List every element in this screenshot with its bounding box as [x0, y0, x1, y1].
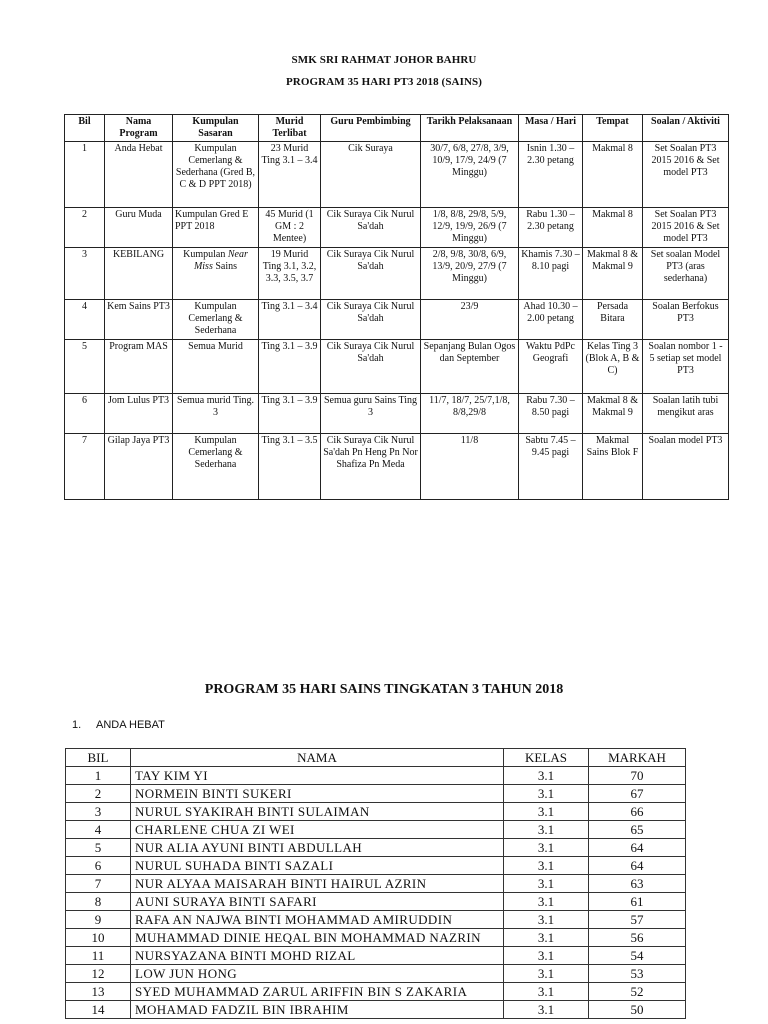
cell-soalan: Set soalan Model PT3 (aras sederhana): [643, 248, 729, 300]
program-table-header-row: [65, 115, 729, 142]
header-masa-hari: Masa / Hari: [519, 115, 583, 142]
program-title: PROGRAM 35 HARI PT3 2018 (SAINS): [285, 76, 482, 88]
cell-bil: 3: [65, 248, 105, 300]
cell-bil: 6: [65, 394, 105, 434]
program-row: [65, 394, 729, 434]
subsection-title: ANDA HEBAT: [96, 719, 165, 731]
cell-nama: NURUL SUHADA BINTI SAZALI: [131, 857, 504, 875]
cell-bil: 13: [66, 983, 131, 1001]
cell-bil: 6: [66, 857, 131, 875]
cell-bil: 4: [65, 300, 105, 340]
cell-markah: 56: [589, 929, 686, 947]
cell-bil: 11: [66, 947, 131, 965]
cell-murid: Ting 3.1 – 3.9: [259, 340, 321, 394]
marks-table-header-row: [66, 749, 686, 767]
header-tempat: Tempat: [583, 115, 643, 142]
marks-table-body: [66, 767, 686, 1019]
cell-markah: 65: [589, 821, 686, 839]
cell-masa: Isnin 1.30 – 2.30 petang: [519, 142, 583, 208]
table-row: [66, 821, 686, 839]
cell-soalan: Set Soalan PT3 2015 2016 & Set model PT3: [643, 142, 729, 208]
cell-bil: 12: [66, 965, 131, 983]
table-row: [66, 893, 686, 911]
section-title: PROGRAM 35 HARI SAINS TINGKATAN 3 TAHUN 2018: [204, 682, 564, 697]
cell-markah: 54: [589, 947, 686, 965]
table-row: [66, 875, 686, 893]
cell-tempat: Persada Bitara: [583, 300, 643, 340]
cell-kelas: 3.1: [504, 911, 589, 929]
cell-nama: NURSYAZANA BINTI MOHD RIZAL: [131, 947, 504, 965]
cell-kelas: 3.1: [504, 839, 589, 857]
cell-guru: Cik Suraya Cik Nurul Sa'dah: [321, 248, 421, 300]
cell-guru: Cik Suraya Cik Nurul Sa'dah: [321, 340, 421, 394]
cell-markah: 50: [589, 1001, 686, 1019]
cell-kelas: 3.1: [504, 785, 589, 803]
header-nama: NAMA: [131, 749, 504, 767]
cell-bil: 10: [66, 929, 131, 947]
cell-masa: Waktu PdPc Geografi: [519, 340, 583, 394]
cell-soalan: Soalan Berfokus PT3: [643, 300, 729, 340]
table-row: [66, 767, 686, 785]
cell-nama: MOHAMAD FADZIL BIN IBRAHIM: [131, 1001, 504, 1019]
cell-nama: NUR ALIA AYUNI BINTI ABDULLAH: [131, 839, 504, 857]
table-row: [66, 857, 686, 875]
cell-nama-program: Anda Hebat: [105, 142, 173, 208]
cell-markah: 64: [589, 857, 686, 875]
cell-nama-program: Program MAS: [105, 340, 173, 394]
cell-soalan: Set Soalan PT3 2015 2016 & Set model PT3: [643, 208, 729, 248]
cell-kelas: 3.1: [504, 947, 589, 965]
cell-guru: Cik Suraya Cik Nurul Sa'dah: [321, 208, 421, 248]
header-bil: Bil: [65, 115, 105, 142]
cell-markah: 63: [589, 875, 686, 893]
cell-kelas: 3.1: [504, 1001, 589, 1019]
cell-markah: 53: [589, 965, 686, 983]
cell-tempat: Makmal Sains Blok F: [583, 434, 643, 500]
program-row: [65, 208, 729, 248]
cell-bil: 2: [65, 208, 105, 248]
cell-nama-program: Gilap Jaya PT3: [105, 434, 173, 500]
cell-tempat: Makmal 8 & Makmal 9: [583, 394, 643, 434]
table-row: [66, 785, 686, 803]
header-markah: MARKAH: [589, 749, 686, 767]
cell-kelas: 3.1: [504, 821, 589, 839]
cell-markah: 66: [589, 803, 686, 821]
cell-murid: Ting 3.1 – 3.5: [259, 434, 321, 500]
table-row: [66, 929, 686, 947]
cell-soalan: Soalan nombor 1 - 5 setiap set model PT3: [643, 340, 729, 394]
cell-masa: Sabtu 7.45 – 9.45 pagi: [519, 434, 583, 500]
cell-bil: 14: [66, 1001, 131, 1019]
cell-bil: 2: [66, 785, 131, 803]
cell-markah: 70: [589, 767, 686, 785]
cell-kelas: 3.1: [504, 965, 589, 983]
cell-tarikh: 23/9: [421, 300, 519, 340]
cell-markah: 57: [589, 911, 686, 929]
cell-kelas: 3.1: [504, 929, 589, 947]
header-kumpulan-sasaran: Kumpulan Sasaran: [173, 115, 259, 142]
cell-nama: RAFA AN NAJWA BINTI MOHAMMAD AMIRUDDIN: [131, 911, 504, 929]
cell-tarikh: 11/7, 18/7, 25/7,1/8, 8/8,29/8: [421, 394, 519, 434]
table-row: [66, 965, 686, 983]
cell-nama: TAY KIM YI: [131, 767, 504, 785]
cell-masa: Ahad 10.30 – 2.00 petang: [519, 300, 583, 340]
cell-tarikh: 2/8, 9/8, 30/8, 6/9, 13/9, 20/9, 27/9 (7 Minggu): [421, 248, 519, 300]
cell-bil: 9: [66, 911, 131, 929]
cell-kumpulan: Kumpulan Near Miss Sains: [173, 248, 259, 300]
cell-nama: LOW JUN HONG: [131, 965, 504, 983]
cell-murid: 19 Murid Ting 3.1, 3.2, 3.3, 3.5, 3.7: [259, 248, 321, 300]
cell-nama: MUHAMMAD DINIE HEQAL BIN MOHAMMAD NAZRIN: [131, 929, 504, 947]
cell-tempat: Kelas Ting 3 (Blok A, B & C): [583, 340, 643, 394]
cell-nama-program: Jom Lulus PT3: [105, 394, 173, 434]
cell-bil: 1: [66, 767, 131, 785]
subsection-number: 1.: [72, 719, 82, 731]
cell-guru: Semua guru Sains Ting 3: [321, 394, 421, 434]
cell-bil: 7: [66, 875, 131, 893]
cell-kelas: 3.1: [504, 893, 589, 911]
table-row: [66, 839, 686, 857]
cell-bil: 4: [66, 821, 131, 839]
cell-nama: NORMEIN BINTI SUKERI: [131, 785, 504, 803]
cell-kelas: 3.1: [504, 983, 589, 1001]
cell-nama: SYED MUHAMMAD ZARUL ARIFFIN BIN S ZAKARIA: [131, 983, 504, 1001]
cell-tempat: Makmal 8: [583, 208, 643, 248]
cell-nama-program: Guru Muda: [105, 208, 173, 248]
header-tarikh-pelaksanaan: Tarikh Pelaksanaan: [421, 115, 519, 142]
cell-bil: 7: [65, 434, 105, 500]
program-row: [65, 434, 729, 500]
cell-markah: 61: [589, 893, 686, 911]
table-row: [66, 803, 686, 821]
cell-tarikh: 30/7, 6/8, 27/8, 3/9, 10/9, 17/9, 24/9 (7 Minggu): [421, 142, 519, 208]
cell-tempat: Makmal 8 & Makmal 9: [583, 248, 643, 300]
cell-nama: NUR ALYAA MAISARAH BINTI HAIRUL AZRIN: [131, 875, 504, 893]
cell-tarikh: Sepanjang Bulan Ogos dan September: [421, 340, 519, 394]
cell-kelas: 3.1: [504, 875, 589, 893]
cell-kumpulan: Kumpulan Cemerlang & Sederhana: [173, 434, 259, 500]
cell-tarikh: 11/8: [421, 434, 519, 500]
cell-markah: 52: [589, 983, 686, 1001]
program-table: [64, 114, 729, 500]
header-nama-program: Nama Program: [105, 115, 173, 142]
table-row: [66, 947, 686, 965]
cell-markah: 67: [589, 785, 686, 803]
cell-masa: Rabu 1.30 – 2.30 petang: [519, 208, 583, 248]
program-row: [65, 248, 729, 300]
cell-nama: NURUL SYAKIRAH BINTI SULAIMAN: [131, 803, 504, 821]
program-row: [65, 340, 729, 394]
cell-kumpulan: Semua Murid: [173, 340, 259, 394]
header-soalan-aktiviti: Soalan / Aktiviti: [643, 115, 729, 142]
cell-kelas: 3.1: [504, 857, 589, 875]
marks-table: [65, 748, 686, 1019]
subsection-heading: [72, 719, 165, 731]
cell-murid: 45 Murid (1 GM : 2 Mentee): [259, 208, 321, 248]
cell-soalan: Soalan model PT3: [643, 434, 729, 500]
table-row: [66, 1001, 686, 1019]
cell-bil: 5: [66, 839, 131, 857]
program-row: [65, 142, 729, 208]
header-guru-pembimbing: Guru Pembimbing: [321, 115, 421, 142]
cell-guru: Cik Suraya Cik Nurul Sa'dah: [321, 300, 421, 340]
cell-nama-program: KEBILANG: [105, 248, 173, 300]
cell-bil: 8: [66, 893, 131, 911]
header-murid-terlibat: Murid Terlibat: [259, 115, 321, 142]
cell-kumpulan: Kumpulan Cemerlang & Sederhana: [173, 300, 259, 340]
cell-tarikh: 1/8, 8/8, 29/8, 5/9, 12/9, 19/9, 26/9 (7 Minggu): [421, 208, 519, 248]
cell-markah: 64: [589, 839, 686, 857]
cell-soalan: Soalan latih tubi mengikut aras: [643, 394, 729, 434]
table-row: [66, 911, 686, 929]
cell-bil: 5: [65, 340, 105, 394]
cell-nama-program: Kem Sains PT3: [105, 300, 173, 340]
cell-murid: Ting 3.1 – 3.4: [259, 300, 321, 340]
cell-guru: Cik Suraya: [321, 142, 421, 208]
cell-nama: AUNI SURAYA BINTI SAFARI: [131, 893, 504, 911]
table-row: [66, 983, 686, 1001]
cell-kumpulan: Semua murid Ting. 3: [173, 394, 259, 434]
cell-kumpulan: Kumpulan Gred E PPT 2018: [173, 208, 259, 248]
cell-bil: 3: [66, 803, 131, 821]
cell-murid: 23 Murid Ting 3.1 – 3.4: [259, 142, 321, 208]
cell-masa: Khamis 7.30 – 8.10 pagi: [519, 248, 583, 300]
cell-kumpulan: Kumpulan Cemerlang & Sederhana (Gred B, C & D PPT 2018): [173, 142, 259, 208]
school-name: SMK SRI RAHMAT JOHOR BAHRU: [291, 54, 477, 66]
header-bil: BIL: [66, 749, 131, 767]
cell-murid: Ting 3.1 – 3.9: [259, 394, 321, 434]
header-kelas: KELAS: [504, 749, 589, 767]
cell-kelas: 3.1: [504, 803, 589, 821]
cell-tempat: Makmal 8: [583, 142, 643, 208]
cell-masa: Rabu 7.30 – 8.50 pagi: [519, 394, 583, 434]
program-row: [65, 300, 729, 340]
cell-nama: CHARLENE CHUA ZI WEI: [131, 821, 504, 839]
cell-kelas: 3.1: [504, 767, 589, 785]
cell-bil: 1: [65, 142, 105, 208]
cell-guru: Cik Suraya Cik Nurul Sa'dah Pn Heng Pn Nor Shafiza Pn Meda: [321, 434, 421, 500]
